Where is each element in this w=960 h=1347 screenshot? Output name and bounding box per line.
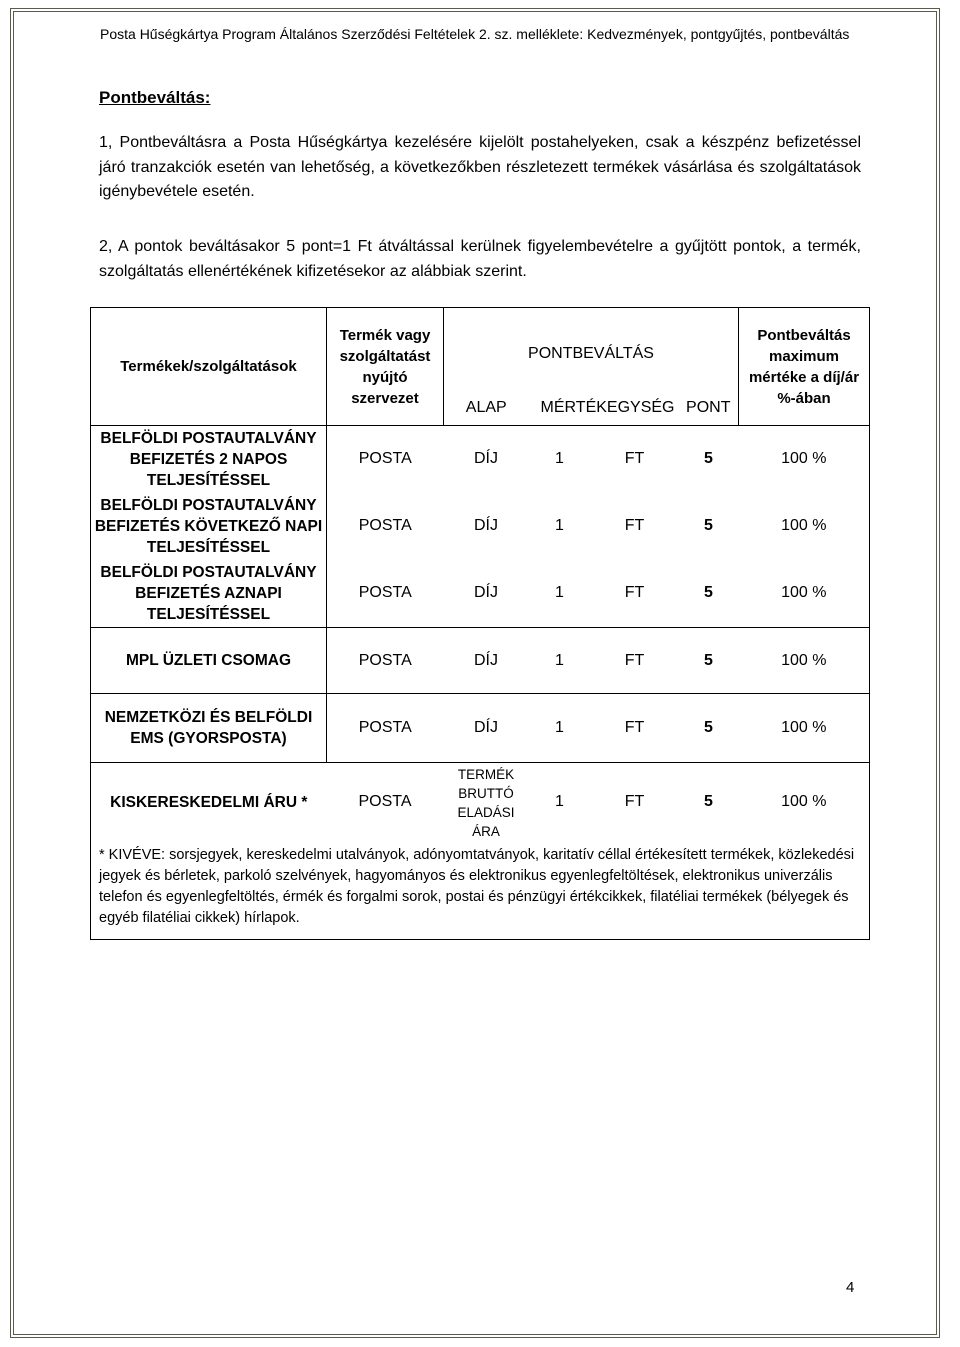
header-alap: ALAP: [444, 365, 529, 426]
max-cell: 100 %: [739, 763, 870, 842]
amount-cell: 1: [529, 560, 591, 628]
table-header-row: [91, 308, 870, 365]
header-provider: Termék vagy szolgáltatást nyújtó szervezet: [327, 308, 444, 426]
table-row: [91, 763, 870, 842]
table-row: [91, 426, 870, 493]
provider-cell: POSTA: [327, 628, 444, 694]
alap-cell: DÍJ: [444, 628, 529, 694]
currency-cell: FT: [591, 694, 679, 763]
provider-cell: POSTA: [327, 763, 444, 842]
currency-cell: FT: [591, 560, 679, 628]
amount-cell: 1: [529, 426, 591, 493]
header-max: Pontbeváltás maximum mértéke a díj/ár %-ában: [739, 308, 870, 426]
alap-cell: DÍJ: [474, 517, 498, 534]
footnote: * KIVÉVE: sorsjegyek, kereskedelmi utalványok, adónyomtatványok, karitatív céllal értékesített termékek, közlekedési jegyek és bérletek, parkoló szelvények, hagyományos és elektronikus egyenlegfeltöltések, elektronikus univerzális telefon és egyenlegfeltöltés, érmék és forgalmi sorok, postai és pénzügyi értékcikkek, filatéliai termékek (bélyegek és egyéb filatéliai cikkek) hírlapok.: [91, 841, 870, 940]
currency-cell: FT: [591, 628, 679, 694]
max-cell: 100 %: [739, 628, 870, 694]
header-unit: MÉRTÉKEGYSÉG: [529, 365, 679, 426]
header-products: Termékek/szolgáltatások: [91, 308, 327, 426]
currency-cell: FT: [591, 426, 679, 493]
alap-cell: DÍJ: [444, 560, 529, 628]
amount-cell: 1: [529, 763, 591, 842]
header-pontbevaltas: PONTBEVÁLTÁS: [444, 308, 739, 365]
footnote-row: [91, 841, 870, 940]
product-cell: BELFÖLDI POSTAUTALVÁNY BEFIZETÉS AZNAPI TELJESÍTÉSSEL: [91, 560, 327, 628]
max-cell: 100 %: [739, 694, 870, 763]
table-row: [91, 560, 870, 628]
page-number: 4: [846, 1279, 855, 1296]
currency-cell: FT: [591, 763, 679, 842]
points-cell: 5: [679, 426, 739, 493]
points-cell: 5: [679, 628, 739, 694]
section-title: Pontbeváltás:: [99, 88, 211, 107]
header-pont: PONT: [679, 365, 739, 426]
provider-cell: POSTA: [327, 426, 444, 493]
amount-cell: 1: [529, 694, 591, 763]
alap-cell: TERMÉK BRUTTÓ ELADÁSI ÁRA: [444, 763, 529, 842]
pontbevaltas-table: [90, 307, 870, 940]
amount-cell: 1: [529, 628, 591, 694]
product-cell: MPL ÜZLETI CSOMAG: [91, 628, 327, 694]
provider-cell: POSTA: [327, 493, 444, 560]
max-cell: 100 %: [739, 426, 870, 493]
max-cell: 100 %: [739, 560, 870, 628]
points-cell: 5: [679, 560, 739, 628]
points-cell: 5: [704, 517, 713, 534]
paragraph-1: 1, Pontbeváltásra a Posta Hűségkártya kezelésére kijelölt postahelyeken, csak a készpénz befizetéssel járó tranzakciók esetén van lehetőség, a következőkben részletezett termékek vásárlása és szolgáltatások igénybevétele esetén.: [99, 134, 861, 200]
provider-cell: POSTA: [327, 694, 444, 763]
provider-cell: POSTA: [327, 560, 444, 628]
currency-cell: FT: [624, 517, 645, 534]
alap-cell: DÍJ: [444, 694, 529, 763]
table-row: [91, 628, 870, 694]
product-cell: BELFÖLDI POSTAUTALVÁNY BEFIZETÉS KÖVETKEZŐ NAPI TELJESÍTÉSSEL: [91, 493, 327, 560]
product-cell: KISKERESKEDELMI ÁRU *: [91, 763, 327, 842]
table-row: [91, 493, 870, 560]
amount-cell: 1: [555, 517, 564, 534]
points-cell: 5: [679, 763, 739, 842]
paragraph-2: 2, A pontok beváltásakor 5 pont=1 Ft átváltással kerülnek figyelembevételre a gyűjtött pontok, a termék, szolgáltatás ellenértékének kifizetésekor az alábbiak szerint.: [99, 238, 861, 280]
max-cell: 100 %: [739, 493, 870, 560]
product-cell: BELFÖLDI POSTAUTALVÁNY BEFIZETÉS 2 NAPOS TELJESÍTÉSSEL: [91, 426, 327, 493]
points-cell: 5: [679, 694, 739, 763]
product-cell: NEMZETKÖZI ÉS BELFÖLDI EMS (GYORSPOSTA): [91, 694, 327, 763]
page-header: Posta Hűségkártya Program Általános Szerződési Feltételek 2. sz. melléklete: Kedvezmények, pontgyűjtés, pontbeváltás: [100, 26, 850, 42]
alap-cell: DÍJ: [444, 426, 529, 493]
table-row: [91, 694, 870, 763]
